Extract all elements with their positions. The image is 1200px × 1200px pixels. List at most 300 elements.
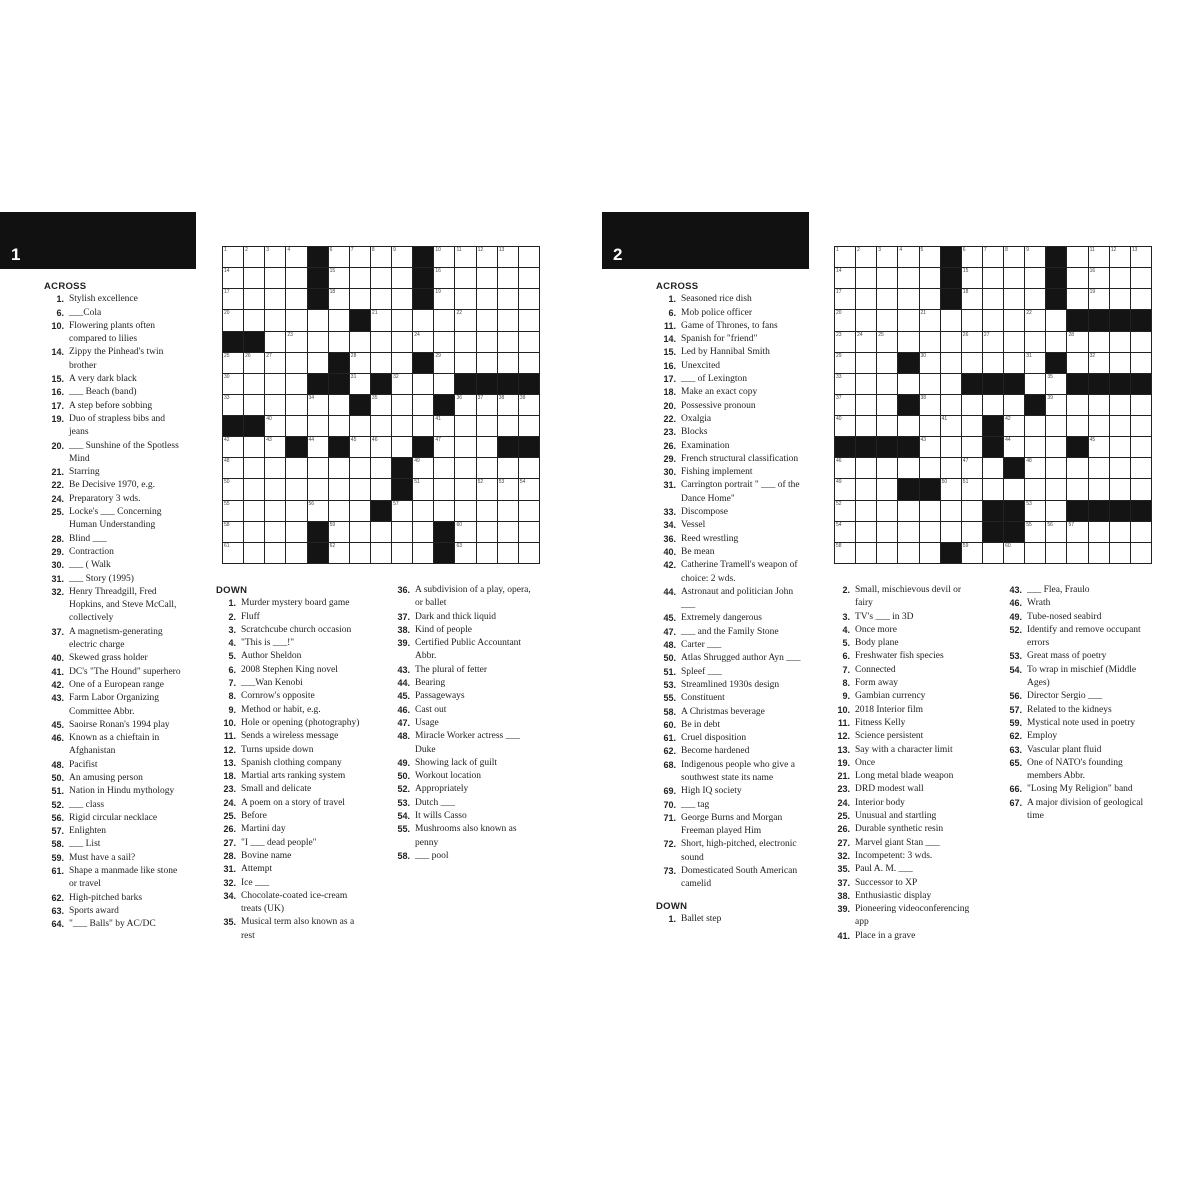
grid-cell[interactable]	[920, 353, 940, 373]
grid-cell[interactable]	[835, 522, 855, 542]
grid-cell[interactable]	[477, 395, 497, 415]
grid-cell[interactable]	[329, 310, 349, 330]
grid-cell[interactable]	[941, 416, 961, 436]
grid-cell[interactable]	[455, 395, 475, 415]
grid-cell[interactable]	[434, 310, 454, 330]
grid-cell[interactable]	[941, 522, 961, 542]
grid-cell[interactable]	[329, 479, 349, 499]
grid-cell[interactable]	[413, 522, 433, 542]
grid-cell[interactable]	[286, 353, 306, 373]
grid-cell[interactable]	[856, 332, 876, 352]
grid-cell[interactable]	[350, 543, 370, 563]
grid-cell[interactable]	[392, 332, 412, 352]
grid-cell[interactable]	[941, 437, 961, 457]
grid-cell[interactable]	[371, 522, 391, 542]
grid-cell[interactable]	[962, 522, 982, 542]
grid-cell[interactable]	[434, 374, 454, 394]
grid-cell[interactable]	[877, 268, 897, 288]
grid-cell[interactable]	[329, 416, 349, 436]
grid-cell[interactable]	[477, 437, 497, 457]
grid-cell[interactable]	[498, 395, 518, 415]
grid-cell[interactable]	[350, 289, 370, 309]
grid-cell[interactable]	[392, 310, 412, 330]
grid-cell[interactable]	[434, 332, 454, 352]
grid-cell[interactable]	[350, 458, 370, 478]
grid-cell[interactable]	[1025, 458, 1045, 478]
grid-cell[interactable]	[350, 374, 370, 394]
grid-cell[interactable]	[392, 353, 412, 373]
grid-cell[interactable]	[1131, 479, 1151, 499]
grid-cell[interactable]	[519, 458, 539, 478]
grid-cell[interactable]	[1089, 416, 1109, 436]
grid-cell[interactable]	[1131, 437, 1151, 457]
grid-cell[interactable]	[962, 501, 982, 521]
grid-cell[interactable]	[477, 332, 497, 352]
grid-cell[interactable]	[962, 479, 982, 499]
grid-cell[interactable]	[962, 289, 982, 309]
grid-cell[interactable]	[877, 543, 897, 563]
grid-cell[interactable]	[265, 458, 285, 478]
grid-cell[interactable]	[286, 289, 306, 309]
grid-cell[interactable]	[413, 310, 433, 330]
grid-cell[interactable]	[1046, 437, 1066, 457]
grid-cell[interactable]	[371, 458, 391, 478]
grid-cell[interactable]	[244, 522, 264, 542]
grid-cell[interactable]	[1046, 332, 1066, 352]
grid-cell[interactable]	[308, 479, 328, 499]
grid-cell[interactable]	[223, 374, 243, 394]
grid-cell[interactable]	[877, 395, 897, 415]
grid-cell[interactable]	[498, 479, 518, 499]
grid-cell[interactable]	[835, 543, 855, 563]
grid-cell[interactable]	[286, 458, 306, 478]
grid-cell[interactable]	[856, 310, 876, 330]
grid-cell[interactable]	[286, 374, 306, 394]
grid-cell[interactable]	[244, 289, 264, 309]
grid-cell[interactable]	[265, 395, 285, 415]
grid-cell[interactable]	[835, 268, 855, 288]
grid-cell[interactable]	[392, 501, 412, 521]
grid-cell[interactable]	[434, 289, 454, 309]
grid-cell[interactable]	[1025, 289, 1045, 309]
grid-cell[interactable]	[1110, 543, 1130, 563]
grid-cell[interactable]	[920, 416, 940, 436]
grid-cell[interactable]	[962, 353, 982, 373]
grid-cell[interactable]	[962, 416, 982, 436]
grid-cell[interactable]	[223, 437, 243, 457]
grid-cell[interactable]	[920, 374, 940, 394]
grid-cell[interactable]	[1110, 416, 1130, 436]
grid-cell[interactable]	[920, 268, 940, 288]
grid-cell[interactable]	[498, 332, 518, 352]
grid-cell[interactable]	[350, 268, 370, 288]
grid-cell[interactable]	[835, 247, 855, 267]
grid-cell[interactable]	[392, 416, 412, 436]
grid-cell[interactable]	[223, 353, 243, 373]
grid-cell[interactable]	[308, 416, 328, 436]
grid-cell[interactable]	[519, 247, 539, 267]
grid-cell[interactable]	[477, 458, 497, 478]
grid-cell[interactable]	[1089, 522, 1109, 542]
grid-cell[interactable]	[898, 416, 918, 436]
grid-cell[interactable]	[856, 247, 876, 267]
grid-cell[interactable]	[1025, 522, 1045, 542]
grid-cell[interactable]	[329, 522, 349, 542]
grid-cell[interactable]	[1110, 247, 1130, 267]
grid-cell[interactable]	[498, 543, 518, 563]
grid-cell[interactable]	[941, 332, 961, 352]
grid-cell[interactable]	[519, 289, 539, 309]
grid-cell[interactable]	[1004, 247, 1024, 267]
grid-cell[interactable]	[519, 522, 539, 542]
grid-cell[interactable]	[983, 458, 1003, 478]
grid-cell[interactable]	[1004, 332, 1024, 352]
grid-cell[interactable]	[350, 501, 370, 521]
grid-cell[interactable]	[1004, 416, 1024, 436]
grid-cell[interactable]	[329, 458, 349, 478]
grid-cell[interactable]	[434, 458, 454, 478]
grid-cell[interactable]	[898, 374, 918, 394]
grid-cell[interactable]	[371, 310, 391, 330]
grid-cell[interactable]	[941, 458, 961, 478]
grid-cell[interactable]	[413, 416, 433, 436]
grid-cell[interactable]	[1110, 332, 1130, 352]
grid-cell[interactable]	[1004, 543, 1024, 563]
grid-cell[interactable]	[1025, 374, 1045, 394]
grid-cell[interactable]	[308, 310, 328, 330]
grid-cell[interactable]	[455, 289, 475, 309]
grid-cell[interactable]	[244, 310, 264, 330]
grid-cell[interactable]	[308, 458, 328, 478]
grid-cell[interactable]	[1067, 395, 1087, 415]
grid-cell[interactable]	[265, 332, 285, 352]
grid-cell[interactable]	[265, 310, 285, 330]
grid-cell[interactable]	[856, 289, 876, 309]
grid-cell[interactable]	[329, 543, 349, 563]
grid-cell[interactable]	[265, 416, 285, 436]
grid-cell[interactable]	[856, 374, 876, 394]
grid-cell[interactable]	[329, 268, 349, 288]
grid-cell[interactable]	[498, 289, 518, 309]
grid-cell[interactable]	[898, 501, 918, 521]
grid-cell[interactable]	[983, 310, 1003, 330]
grid-cell[interactable]	[498, 310, 518, 330]
grid-cell[interactable]	[434, 247, 454, 267]
grid-cell[interactable]	[350, 416, 370, 436]
grid-cell[interactable]	[329, 247, 349, 267]
grid-cell[interactable]	[1067, 543, 1087, 563]
grid-cell[interactable]	[983, 353, 1003, 373]
grid-cell[interactable]	[983, 268, 1003, 288]
grid-cell[interactable]	[371, 437, 391, 457]
grid-cell[interactable]	[962, 543, 982, 563]
grid-cell[interactable]	[223, 310, 243, 330]
grid-cell[interactable]	[877, 353, 897, 373]
grid-cell[interactable]	[920, 543, 940, 563]
grid-cell[interactable]	[477, 479, 497, 499]
grid-cell[interactable]	[350, 522, 370, 542]
grid-cell[interactable]	[286, 247, 306, 267]
grid-cell[interactable]	[1025, 479, 1045, 499]
grid-cell[interactable]	[371, 268, 391, 288]
grid-cell[interactable]	[308, 437, 328, 457]
grid-cell[interactable]	[1046, 458, 1066, 478]
grid-cell[interactable]	[920, 289, 940, 309]
grid-cell[interactable]	[477, 522, 497, 542]
grid-cell[interactable]	[413, 395, 433, 415]
grid-cell[interactable]	[1131, 268, 1151, 288]
grid-cell[interactable]	[941, 374, 961, 394]
grid-cell[interactable]	[350, 247, 370, 267]
grid-cell[interactable]	[371, 332, 391, 352]
grid-cell[interactable]	[371, 247, 391, 267]
grid-cell[interactable]	[286, 479, 306, 499]
grid-cell[interactable]	[1004, 479, 1024, 499]
grid-cell[interactable]	[413, 479, 433, 499]
grid-cell[interactable]	[1067, 416, 1087, 436]
grid-cell[interactable]	[962, 437, 982, 457]
grid-cell[interactable]	[877, 247, 897, 267]
grid-cell[interactable]	[350, 479, 370, 499]
grid-cell[interactable]	[1025, 416, 1045, 436]
grid-cell[interactable]	[1067, 479, 1087, 499]
grid-cell[interactable]	[498, 268, 518, 288]
grid-cell[interactable]	[223, 479, 243, 499]
grid-cell[interactable]	[898, 522, 918, 542]
grid-cell[interactable]	[265, 543, 285, 563]
grid-cell[interactable]	[877, 501, 897, 521]
grid-cell[interactable]	[265, 479, 285, 499]
grid-cell[interactable]	[1004, 395, 1024, 415]
grid-cell[interactable]	[835, 416, 855, 436]
grid-cell[interactable]	[898, 289, 918, 309]
grid-cell[interactable]	[983, 395, 1003, 415]
grid-cell[interactable]	[1131, 247, 1151, 267]
grid-cell[interactable]	[920, 395, 940, 415]
grid-cell[interactable]	[1089, 479, 1109, 499]
grid-cell[interactable]	[392, 374, 412, 394]
grid-cell[interactable]	[962, 268, 982, 288]
grid-cell[interactable]	[962, 458, 982, 478]
grid-cell[interactable]	[455, 247, 475, 267]
grid-cell[interactable]	[877, 458, 897, 478]
grid-cell[interactable]	[877, 289, 897, 309]
grid-cell[interactable]	[519, 332, 539, 352]
grid-cell[interactable]	[244, 395, 264, 415]
grid-cell[interactable]	[1067, 458, 1087, 478]
grid-cell[interactable]	[1089, 543, 1109, 563]
grid-cell[interactable]	[1046, 395, 1066, 415]
grid-cell[interactable]	[308, 395, 328, 415]
grid-cell[interactable]	[519, 353, 539, 373]
grid-cell[interactable]	[519, 501, 539, 521]
grid-cell[interactable]	[392, 437, 412, 457]
grid-cell[interactable]	[962, 395, 982, 415]
grid-cell[interactable]	[1046, 501, 1066, 521]
grid-cell[interactable]	[898, 458, 918, 478]
grid-cell[interactable]	[265, 353, 285, 373]
grid-cell[interactable]	[455, 522, 475, 542]
grid-cell[interactable]	[371, 289, 391, 309]
grid-cell[interactable]	[1004, 268, 1024, 288]
grid-cell[interactable]	[1046, 416, 1066, 436]
grid-cell[interactable]	[1089, 353, 1109, 373]
grid-cell[interactable]	[898, 332, 918, 352]
grid-cell[interactable]	[983, 247, 1003, 267]
grid-cell[interactable]	[244, 353, 264, 373]
grid-cell[interactable]	[835, 310, 855, 330]
grid-cell[interactable]	[244, 437, 264, 457]
grid-cell[interactable]	[1067, 289, 1087, 309]
grid-cell[interactable]	[898, 543, 918, 563]
grid-cell[interactable]	[1110, 395, 1130, 415]
grid-cell[interactable]	[835, 289, 855, 309]
grid-cell[interactable]	[455, 353, 475, 373]
grid-cell[interactable]	[1110, 353, 1130, 373]
grid-cell[interactable]	[244, 268, 264, 288]
grid-cell[interactable]	[856, 522, 876, 542]
grid-cell[interactable]	[1067, 247, 1087, 267]
grid-cell[interactable]	[392, 543, 412, 563]
grid-cell[interactable]	[223, 543, 243, 563]
grid-cell[interactable]	[286, 395, 306, 415]
grid-cell[interactable]	[1131, 458, 1151, 478]
grid-cell[interactable]	[392, 268, 412, 288]
grid-cell[interactable]	[1110, 289, 1130, 309]
grid-cell[interactable]	[835, 353, 855, 373]
grid-cell[interactable]	[519, 395, 539, 415]
grid-cell[interactable]	[1089, 289, 1109, 309]
grid-cell[interactable]	[455, 332, 475, 352]
grid-cell[interactable]	[329, 501, 349, 521]
grid-cell[interactable]	[1131, 289, 1151, 309]
grid-cell[interactable]	[329, 289, 349, 309]
grid-cell[interactable]	[434, 353, 454, 373]
grid-cell[interactable]	[856, 479, 876, 499]
grid-cell[interactable]	[1110, 479, 1130, 499]
grid-cell[interactable]	[223, 289, 243, 309]
grid-cell[interactable]	[413, 374, 433, 394]
grid-cell[interactable]	[244, 374, 264, 394]
grid-cell[interactable]	[941, 395, 961, 415]
grid-cell[interactable]	[1089, 437, 1109, 457]
grid-cell[interactable]	[962, 247, 982, 267]
grid-cell[interactable]	[434, 268, 454, 288]
grid-cell[interactable]	[413, 332, 433, 352]
grid-cell[interactable]	[392, 247, 412, 267]
grid-cell[interactable]	[898, 247, 918, 267]
grid-cell[interactable]	[1046, 310, 1066, 330]
grid-cell[interactable]	[877, 416, 897, 436]
grid-cell[interactable]	[1004, 310, 1024, 330]
grid-cell[interactable]	[413, 543, 433, 563]
grid-cell[interactable]	[223, 268, 243, 288]
grid-cell[interactable]	[877, 522, 897, 542]
grid-cell[interactable]	[477, 289, 497, 309]
grid-cell[interactable]	[835, 458, 855, 478]
grid-cell[interactable]	[498, 522, 518, 542]
grid-cell[interactable]	[856, 353, 876, 373]
grid-cell[interactable]	[244, 543, 264, 563]
grid-cell[interactable]	[941, 310, 961, 330]
grid-cell[interactable]	[1089, 268, 1109, 288]
grid-cell[interactable]	[920, 247, 940, 267]
grid-cell[interactable]	[413, 501, 433, 521]
grid-cell[interactable]	[265, 268, 285, 288]
grid-cell[interactable]	[308, 332, 328, 352]
grid-cell[interactable]	[455, 416, 475, 436]
grid-cell[interactable]	[434, 501, 454, 521]
grid-cell[interactable]	[223, 395, 243, 415]
grid-cell[interactable]	[1089, 332, 1109, 352]
grid-cell[interactable]	[434, 437, 454, 457]
grid-cell[interactable]	[1131, 332, 1151, 352]
grid-cell[interactable]	[1131, 416, 1151, 436]
grid-cell[interactable]	[1025, 268, 1045, 288]
grid-cell[interactable]	[392, 289, 412, 309]
grid-cell[interactable]	[371, 353, 391, 373]
grid-cell[interactable]	[519, 543, 539, 563]
grid-cell[interactable]	[477, 501, 497, 521]
grid-cell[interactable]	[1131, 543, 1151, 563]
grid-cell[interactable]	[265, 501, 285, 521]
grid-cell[interactable]	[455, 458, 475, 478]
grid-cell[interactable]	[1046, 374, 1066, 394]
grid-cell[interactable]	[1067, 353, 1087, 373]
grid-cell[interactable]	[392, 395, 412, 415]
grid-cell[interactable]	[1025, 353, 1045, 373]
grid-cell[interactable]	[920, 501, 940, 521]
grid-cell[interactable]	[1046, 479, 1066, 499]
grid-cell[interactable]	[286, 543, 306, 563]
grid-cell[interactable]	[392, 522, 412, 542]
grid-cell[interactable]	[244, 501, 264, 521]
grid-cell[interactable]	[877, 332, 897, 352]
grid-cell[interactable]	[265, 247, 285, 267]
grid-cell[interactable]	[877, 479, 897, 499]
grid-cell[interactable]	[920, 522, 940, 542]
grid-cell[interactable]	[835, 395, 855, 415]
grid-cell[interactable]	[244, 247, 264, 267]
grid-cell[interactable]	[519, 310, 539, 330]
grid-cell[interactable]	[286, 332, 306, 352]
grid-cell[interactable]	[1131, 395, 1151, 415]
grid-cell[interactable]	[877, 374, 897, 394]
grid-cell[interactable]	[1025, 247, 1045, 267]
grid-cell[interactable]	[983, 543, 1003, 563]
grid-cell[interactable]	[835, 332, 855, 352]
grid-cell[interactable]	[434, 479, 454, 499]
grid-cell[interactable]	[920, 458, 940, 478]
grid-cell[interactable]	[477, 268, 497, 288]
grid-cell[interactable]	[223, 247, 243, 267]
grid-cell[interactable]	[498, 501, 518, 521]
grid-cell[interactable]	[1067, 268, 1087, 288]
grid-cell[interactable]	[1110, 268, 1130, 288]
grid-cell[interactable]	[1004, 289, 1024, 309]
grid-cell[interactable]	[941, 353, 961, 373]
grid-cell[interactable]	[371, 479, 391, 499]
grid-cell[interactable]	[477, 247, 497, 267]
grid-cell[interactable]	[1089, 458, 1109, 478]
grid-cell[interactable]	[350, 332, 370, 352]
grid-cell[interactable]	[1046, 522, 1066, 542]
grid-cell[interactable]	[223, 522, 243, 542]
grid-cell[interactable]	[519, 416, 539, 436]
grid-cell[interactable]	[498, 458, 518, 478]
grid-cell[interactable]	[1004, 437, 1024, 457]
grid-cell[interactable]	[223, 458, 243, 478]
